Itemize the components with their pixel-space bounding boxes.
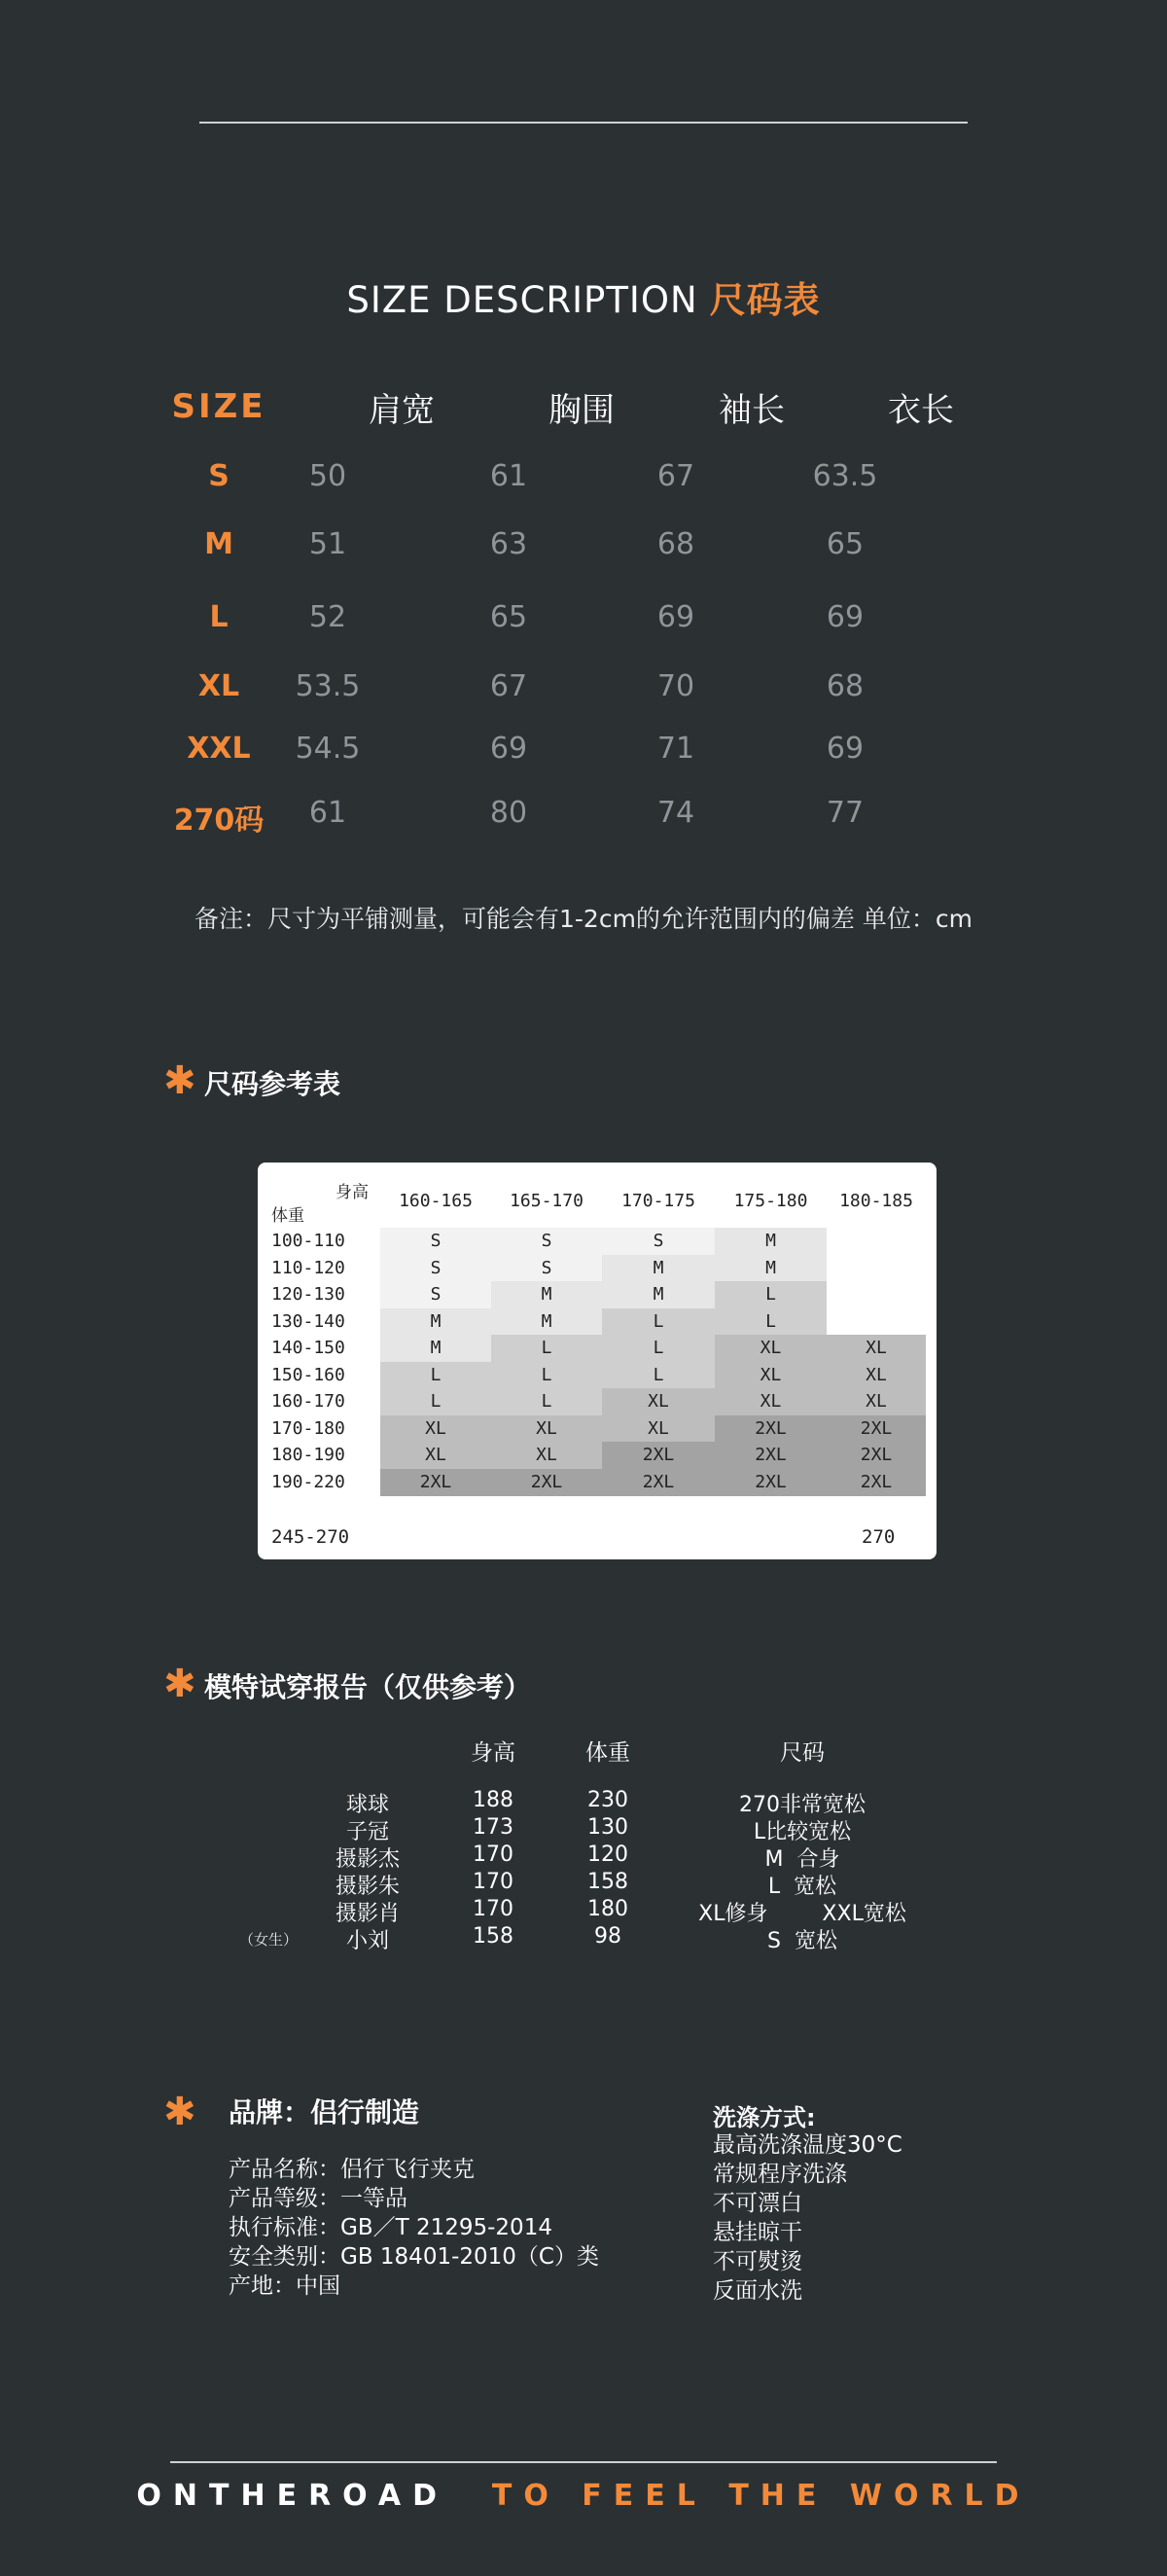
- col-header-length: 衣长: [888, 391, 954, 430]
- female-tag: （女生）: [239, 1931, 299, 1949]
- wash-line: 反面水洗: [713, 2278, 802, 2304]
- size-grid-cell: [827, 1281, 926, 1308]
- size-grid-cell: XL: [715, 1388, 827, 1415]
- star-icon: ✱: [163, 1058, 196, 1103]
- brand-title: 品牌：侣行制造: [229, 2096, 420, 2129]
- size-value: 65: [489, 600, 528, 634]
- size-grid-cell: XL: [602, 1415, 715, 1443]
- model-height: 170: [473, 1870, 513, 1894]
- title-en: SIZE DESCRIPTION: [346, 279, 698, 321]
- size-grid-cell: XL: [715, 1335, 827, 1362]
- size-grid-cell: L: [602, 1308, 715, 1336]
- size-grid-cell: 2XL: [827, 1415, 926, 1443]
- title-cn: 尺码表: [709, 279, 821, 321]
- height-axis-label: 身高: [336, 1183, 369, 1202]
- size-grid-cell: 2XL: [491, 1469, 602, 1496]
- weight-row-label: 170-180: [271, 1417, 345, 1439]
- model-name: 球球: [345, 1793, 389, 1817]
- top-divider: [199, 122, 968, 124]
- model-weight: 180: [587, 1897, 628, 1921]
- size-row-label: XXL: [187, 732, 251, 766]
- wash-line: 常规程序洗涤: [713, 2162, 847, 2187]
- size-value: 50: [308, 459, 347, 493]
- wash-instructions: [713, 2130, 902, 2306]
- col-header-sleeve: 袖长: [719, 391, 785, 430]
- model-col-size: 尺码: [780, 1740, 825, 1766]
- wash-title: 洗涤方式:: [713, 2104, 816, 2131]
- product-info: [229, 2155, 599, 2301]
- size-row-label: M: [204, 527, 233, 561]
- size-grid-cell: S: [602, 1228, 715, 1255]
- model-size: L比较宽松: [753, 1820, 852, 1844]
- size-grid-cell: S: [380, 1228, 491, 1255]
- size-grid-cell: 2XL: [715, 1442, 827, 1469]
- size-value: 70: [656, 669, 695, 703]
- model-weight: 158: [587, 1870, 628, 1894]
- product-standard: 执行标准：GB／T 21295-2014: [229, 2215, 552, 2240]
- size-value: 61: [308, 796, 347, 830]
- height-col-header: 175-180: [733, 1191, 808, 1211]
- product-name: 产品名称：侣行飞行夹克: [229, 2157, 475, 2182]
- size-grid-cell: M: [715, 1255, 827, 1282]
- model-height: 188: [473, 1788, 513, 1812]
- size-grid-cell: 2XL: [827, 1469, 926, 1496]
- extra-weight-label: 245-270: [271, 1526, 350, 1548]
- weight-row-label: 140-150: [271, 1338, 345, 1358]
- product-grade: 产品等级：一等品: [229, 2186, 407, 2211]
- size-grid-cell: M: [491, 1281, 602, 1308]
- size-value: 69: [826, 732, 865, 766]
- size-grid-cell: S: [491, 1255, 602, 1282]
- size-value: 52: [308, 600, 347, 634]
- size-grid-cell: XL: [380, 1442, 491, 1469]
- model-weight: 98: [594, 1924, 621, 1949]
- height-col-header: 170-175: [621, 1191, 695, 1211]
- size-value: 69: [489, 732, 528, 766]
- model-weight: 120: [587, 1843, 628, 1867]
- size-value: 61: [489, 459, 528, 493]
- model-name: 摄影肖: [335, 1902, 400, 1926]
- size-reference-card: [258, 1163, 937, 1559]
- size-value: 67: [656, 459, 695, 493]
- size-grid-cell: XL: [491, 1415, 602, 1443]
- wash-line: 悬挂晾干: [713, 2220, 802, 2245]
- size-value: 67: [489, 669, 528, 703]
- size-grid-cell: S: [491, 1228, 602, 1255]
- size-grid-cell: XL: [827, 1335, 926, 1362]
- size-value: 63: [489, 527, 528, 561]
- models-section-title: 模特试穿报告（仅供参考）: [204, 1671, 532, 1703]
- size-value: 68: [826, 669, 865, 703]
- model-name: 小刘: [345, 1929, 389, 1953]
- model-height: 158: [473, 1924, 513, 1949]
- size-grid-cell: L: [715, 1281, 827, 1308]
- model-size: XL修身 XXL宽松: [698, 1902, 906, 1926]
- weight-axis-label: 体重: [271, 1206, 304, 1226]
- size-grid-cell: M: [380, 1335, 491, 1362]
- model-weight: 230: [587, 1788, 628, 1812]
- model-height: 173: [473, 1815, 513, 1840]
- wash-line: 不可漂白: [713, 2191, 802, 2216]
- weight-row-label: 160-170: [271, 1391, 345, 1412]
- size-grid-cell: [827, 1228, 926, 1255]
- slogan-part1: ONTHEROAD: [136, 2479, 448, 2513]
- product-origin: 产地：中国: [229, 2273, 340, 2299]
- size-grid-cell: S: [380, 1255, 491, 1282]
- size-grid-cell: XL: [827, 1362, 926, 1389]
- size-value: 71: [656, 732, 695, 766]
- model-size: 270非常宽松: [739, 1793, 866, 1817]
- weight-row-label: 120-130: [271, 1284, 345, 1305]
- size-value: 63.5: [812, 459, 878, 493]
- size-row-label: XL: [197, 669, 240, 703]
- size-row-label: L: [209, 600, 229, 634]
- size-value: 68: [656, 527, 695, 561]
- model-col-weight: 体重: [585, 1740, 630, 1766]
- size-header: SIZE: [171, 387, 266, 426]
- size-value: 51: [308, 527, 347, 561]
- height-col-header: 180-185: [839, 1191, 913, 1211]
- size-row-label: S: [208, 459, 230, 493]
- weight-row-label: 130-140: [271, 1310, 345, 1332]
- size-note: 备注：尺寸为平铺测量，可能会有1-2cm的允许范围内的偏差 单位：cm: [194, 905, 972, 933]
- size-grid-cell: XL: [602, 1388, 715, 1415]
- size-grid-cell: 2XL: [715, 1415, 827, 1443]
- model-name: 摄影杰: [335, 1847, 400, 1872]
- size-grid-cell: L: [380, 1388, 491, 1415]
- size-grid-cell: [827, 1308, 926, 1336]
- size-grid-cell: M: [602, 1281, 715, 1308]
- size-grid-cell: 2XL: [380, 1469, 491, 1496]
- size-grid-cell: L: [491, 1362, 602, 1389]
- weight-row-label: 180-190: [271, 1445, 345, 1465]
- slogan-part2: TO FEEL THE WORLD: [491, 2479, 1031, 2513]
- size-description-title: [0, 270, 1167, 323]
- star-icon: ✱: [163, 2090, 196, 2134]
- model-weight: 130: [587, 1815, 628, 1840]
- size-grid-cell: XL: [827, 1388, 926, 1415]
- size-grid-cell: M: [602, 1255, 715, 1282]
- size-value: 54.5: [295, 732, 361, 766]
- size-grid-cell: L: [602, 1335, 715, 1362]
- size-grid-cell: L: [715, 1308, 827, 1336]
- size-value: 77: [826, 796, 865, 830]
- size-grid-cell: XL: [491, 1442, 602, 1469]
- slogan: [0, 2479, 1167, 2513]
- star-icon: ✱: [163, 1662, 196, 1706]
- size-value: 74: [656, 796, 695, 830]
- size-row-label: 270码: [173, 804, 265, 838]
- size-grid-cell: [827, 1255, 926, 1282]
- height-col-header: 160-165: [399, 1191, 473, 1211]
- size-grid-cell: L: [380, 1362, 491, 1389]
- weight-row-label: 150-160: [271, 1364, 345, 1385]
- size-grid-cell: 2XL: [602, 1442, 715, 1469]
- model-height: 170: [473, 1843, 513, 1867]
- model-col-height: 身高: [471, 1740, 515, 1766]
- size-grid-cell: S: [380, 1281, 491, 1308]
- weight-row-label: 190-220: [271, 1471, 345, 1492]
- size-value: 53.5: [295, 669, 361, 703]
- size-grid-cell: M: [380, 1308, 491, 1336]
- size-grid-cell: L: [491, 1388, 602, 1415]
- height-col-header: 165-170: [510, 1191, 584, 1211]
- size-value: 65: [826, 527, 865, 561]
- wash-line: 最高洗涤温度30°C: [713, 2132, 902, 2158]
- size-grid-cell: 2XL: [715, 1469, 827, 1496]
- col-header-chest: 胸围: [548, 391, 615, 430]
- model-size: S 宽松: [767, 1929, 837, 1953]
- model-size: L 宽松: [767, 1875, 837, 1899]
- weight-row-label: 100-110: [271, 1231, 345, 1251]
- size-grid-cell: 2XL: [602, 1469, 715, 1496]
- product-safety: 安全类别：GB 18401-2010（C）类: [229, 2244, 599, 2270]
- model-name: 摄影朱: [335, 1875, 400, 1899]
- model-height: 170: [473, 1897, 513, 1921]
- size-grid-cell: L: [602, 1362, 715, 1389]
- size-grid-cell: XL: [715, 1362, 827, 1389]
- col-header-shoulder: 肩宽: [369, 391, 435, 430]
- wash-line: 不可熨烫: [713, 2249, 802, 2274]
- size-grid-cell: M: [491, 1308, 602, 1336]
- model-name: 子冠: [345, 1820, 389, 1844]
- extra-size-value: 270: [862, 1526, 896, 1548]
- size-grid-cell: 2XL: [827, 1442, 926, 1469]
- reference-section-title: 尺码参考表: [204, 1068, 341, 1100]
- size-value: 80: [489, 796, 528, 830]
- size-value: 69: [656, 600, 695, 634]
- size-value: 69: [826, 600, 865, 634]
- bottom-divider: [170, 2461, 997, 2463]
- weight-row-label: 110-120: [271, 1257, 345, 1278]
- size-grid-cell: XL: [380, 1415, 491, 1443]
- size-grid-cell: M: [715, 1228, 827, 1255]
- size-grid-cell: L: [491, 1335, 602, 1362]
- model-size: M 合身: [764, 1847, 840, 1872]
